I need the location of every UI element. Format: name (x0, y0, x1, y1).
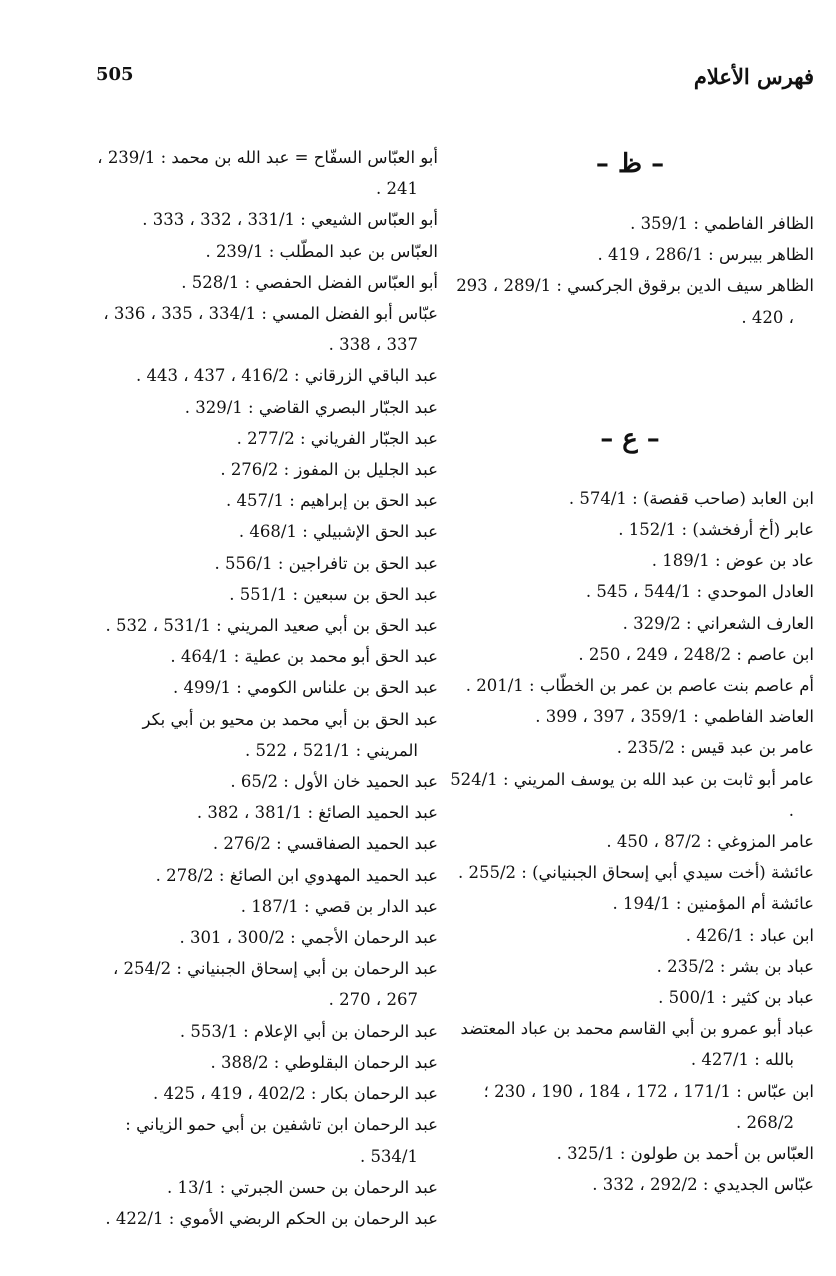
index-entry: الظافر الفاطمي : 359/1 . (630, 214, 814, 233)
index-entry: أبو العبّاس الشيعي : 331/1 ، 332 ، 333 . (142, 210, 438, 230)
index-entry: عبّاس أبو الفضل المسي : 334/1 ، 335 ، 336 ، 337 ، 338 . (103, 304, 438, 355)
index-entry: عبّاس الجديدي : 292/2 ، 332 . (592, 1175, 814, 1195)
index-entry: عبد الرحمان بن أبي الإعلام : 553/1 . (179, 1021, 438, 1041)
index-entry: عبد الرحمان بن الحكم الربضي الأموي : 422/1 . (105, 1208, 438, 1228)
entry-list-ayn (446, 483, 814, 1201)
index-entry: عبد الجبّار الفرياني : 277/2 . (236, 428, 438, 448)
letter-heading-ayn: – ع – (600, 423, 660, 454)
index-entry: عباد بن بشر : 235/2 . (656, 956, 814, 976)
index-entry: ابن العابد (صاحب قفصة) : 574/1 . (568, 488, 814, 508)
index-entry: عباد بن كثير : 500/1 . (658, 988, 814, 1008)
index-entry: عبد الحميد الصفاقسي : 276/2 . (212, 834, 438, 854)
index-entry: أم عاصم بنت عاصم بن عمر بن الخطّاب : 201/1 . (465, 676, 814, 696)
index-entry: عبد الجليل بن المفوز : 276/2 . (220, 460, 438, 480)
index-entry: عائشة أم المؤمنين : 194/1 . (612, 894, 814, 914)
index-entry: عبد الحميد المهدوي ابن الصائغ : 278/2 . (155, 865, 438, 885)
index-entry: عائشة (أخت سيدي أبي إسحاق الجبنياني) : 255/2 . (458, 863, 814, 883)
index-entry: عبد الحميد خان الأول : 65/2 . (230, 772, 438, 792)
index-entry: عبد الحق بن تافراجين : 556/1 . (214, 553, 438, 573)
index-entry: عامر أبو ثابت بن عبد الله بن يوسف المريني : 524/1 . (450, 769, 814, 820)
index-entry: أبو العبّاس الفضل الحفصي : 528/1 . (181, 272, 438, 292)
index-entry: عبد الحق بن أبي صعيد المريني : 531/1 ، 532 . (105, 616, 438, 636)
index-entry: العاضد الفاطمي : 359/1 ، 397 ، 399 . (535, 707, 814, 727)
index-entry: عبد الجبّار البصري القاضي : 329/1 . (184, 397, 438, 417)
index-entry: عبد الحق بن إبراهيم : 457/1 . (225, 491, 438, 511)
index-entry: عبد الحق الإشبيلي : 468/1 . (238, 522, 438, 542)
index-entry: عباد أبو عمرو بن أبي القاسم محمد بن عباد المعتضد بالله : 427/1 . (460, 1019, 814, 1070)
index-entry: عامر المزوغي : 87/2 ، 450 . (606, 832, 814, 852)
index-entry: عبد الحق بن علناس الكومي : 499/1 . (172, 678, 438, 698)
index-entry: عبد الرحمان بكار : 402/2 ، 419 ، 425 . (152, 1084, 438, 1104)
index-entry: عبد الرحمان ابن تاشفين بن أبي حمو الزياني : 534/1 . (125, 1115, 438, 1166)
index-entry: عابر (أخ أرفخشد) : 152/1 . (618, 520, 814, 540)
index-entry: عبد الحق أبو محمد بن عطية : 464/1 . (170, 647, 438, 667)
index-entry: الظاهر سيف الدين برقوق الجركسي : 289/1 ، 293 ، 420 . (456, 276, 814, 327)
index-entry: عبد الرحمان الأجمي : 300/2 ، 301 . (179, 928, 438, 948)
index-entry: العادل الموحدي : 544/1 ، 545 . (585, 582, 814, 602)
index-column-left (93, 142, 438, 1234)
index-entry: عبد الرحمان بن أبي إسحاق الجبنياني : 254/2 ، 267 ، 270 . (112, 959, 438, 1010)
index-entry: ابن عبّاس : 171/1 ، 172 ، 184 ، 190 ، 230 ؛ 268/2 . (483, 1081, 814, 1132)
index-entry: أبو العبّاس السفّاح = عبد الله بن محمد : 239/1 ، 241 . (97, 148, 438, 199)
index-entry: العارف الشعراني : 329/2 . (622, 613, 814, 633)
letter-heading-zha: – ظ – (595, 149, 665, 179)
index-column-right (446, 142, 814, 1200)
running-title: فهرس الأعلام (693, 64, 814, 89)
page-number: 505 (96, 64, 134, 85)
index-entry: ابن عباد : 426/1 . (685, 925, 814, 945)
index-entry: عامر بن عبد قيس : 235/2 . (616, 738, 814, 758)
index-entry: عبد الدار بن قصي : 187/1 . (240, 896, 438, 916)
index-entry: عبد الباقي الزرقاني : 416/2 ، 437 ، 443 . (136, 366, 438, 386)
index-entry: ابن عاصم : 248/2 ، 249 ، 250 . (578, 644, 814, 664)
index-entry: عبد الرحمان بن حسن الجبرتي : 13/1 . (167, 1177, 438, 1197)
index-entry: عبد الحميد الصائغ : 381/1 ، 382 . (196, 803, 438, 823)
index-entry: العبّاس بن أحمد بن طولون : 325/1 . (556, 1144, 814, 1164)
index-entry: عبد الرحمان البقلوطي : 388/2 . (210, 1052, 438, 1072)
index-entry: عبد الحق بن سبعين : 551/1 . (229, 584, 438, 604)
index-entry: الظاهر بيبرس : 286/1 ، 419 . (597, 245, 814, 265)
index-entry: عبد الحق بن أبي محمد بن محيو بن أبي بكر المريني : 521/1 ، 522 . (142, 709, 438, 760)
index-entry: عاد بن عوض : 189/1 . (651, 551, 814, 571)
index-entry: العبّاس بن عبد المطّلب : 239/1 . (205, 241, 438, 261)
entry-list-left (93, 142, 438, 1234)
entry-list-zha (446, 208, 814, 333)
